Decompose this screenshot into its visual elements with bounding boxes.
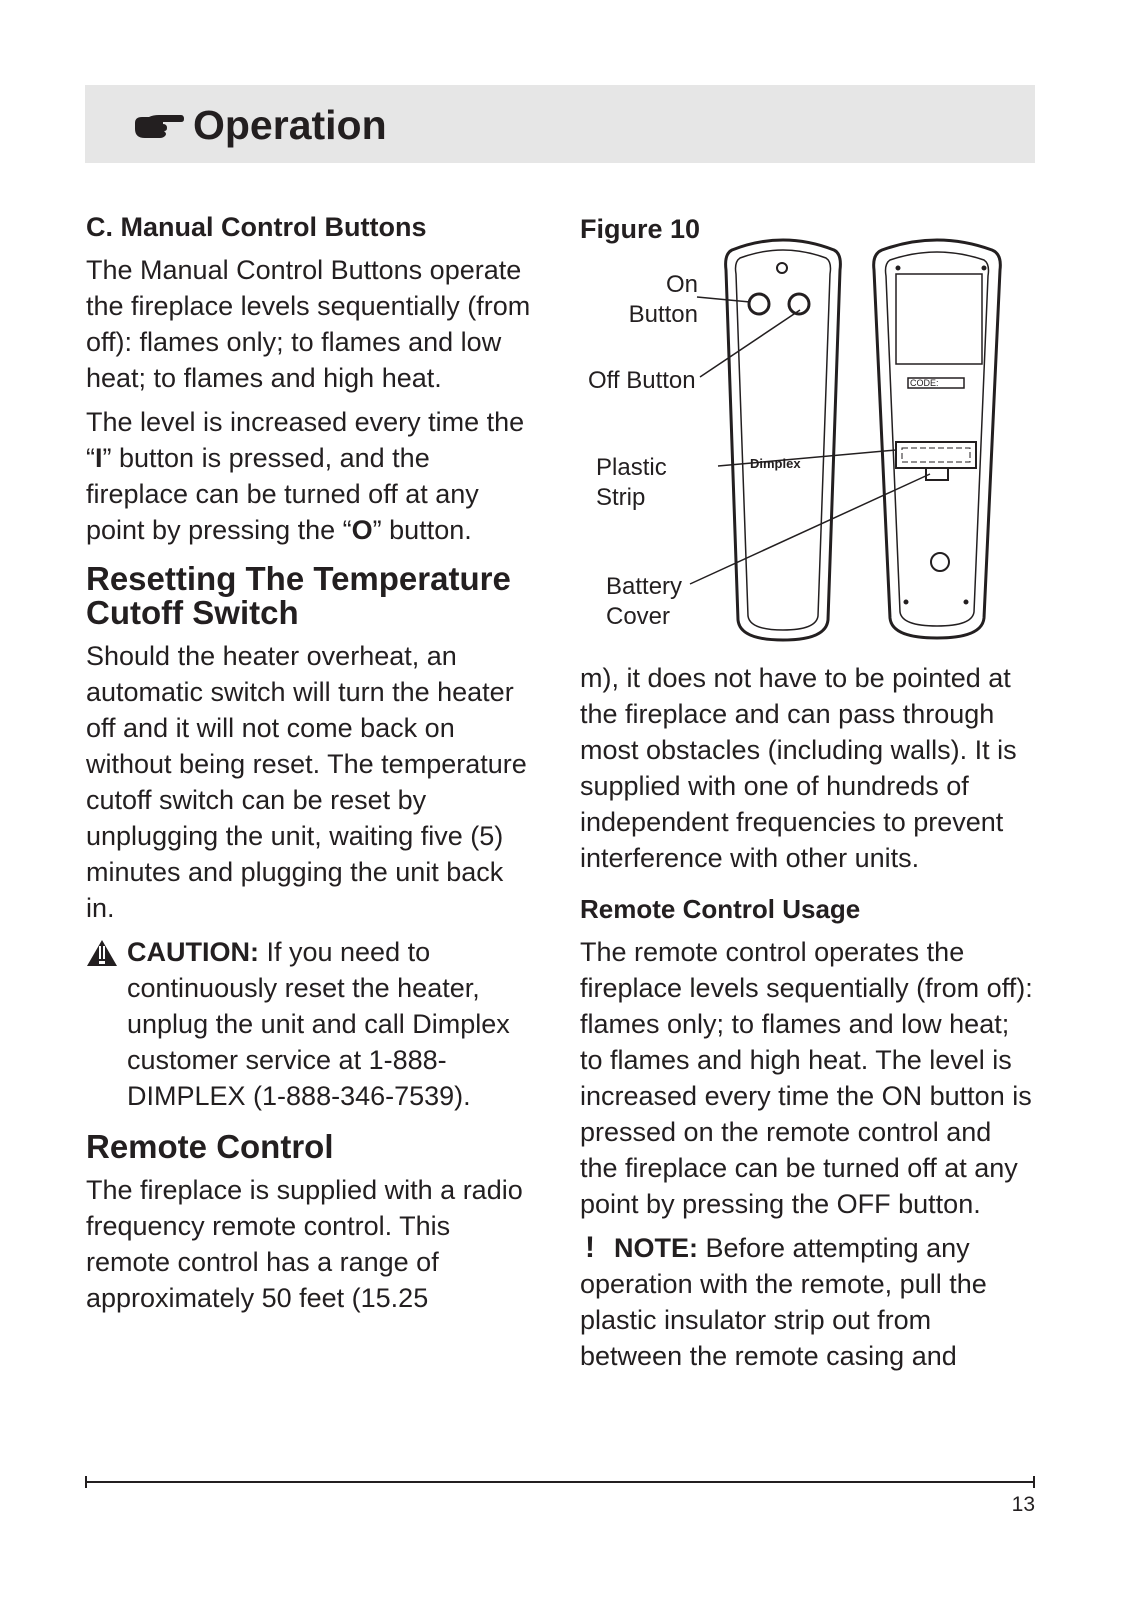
reset-section-title: Resetting The Temperature Cutoff Switch	[86, 560, 511, 631]
remote-brand-text: Dimplex	[750, 456, 801, 471]
remote-control-title: Remote Control	[86, 1128, 334, 1165]
figure-label: Figure 10	[580, 214, 701, 244]
caution-text: If you need to continuously reset the heater, unplug the unit and call Dimplex customer service at 1-888-DIMPLEX (1-888-346-7539).	[127, 937, 510, 1111]
page-number: 13	[1011, 1493, 1035, 1516]
left-column	[86, 210, 536, 1324]
right-column	[580, 660, 1035, 1374]
off-button-callout: Off Button	[588, 367, 696, 394]
on-button-callout: On Button	[628, 271, 698, 328]
remote-back-illustration	[874, 240, 1001, 638]
note-label: NOTE:	[614, 1233, 698, 1263]
note-exclamation-icon: !	[585, 1231, 595, 1264]
page-title: Operation	[193, 102, 387, 148]
code-label-text: CODE:	[910, 378, 939, 388]
note-text: Before attempting any operation with the remote, pull the plastic insulator strip out from between the remote casing and	[580, 1233, 987, 1371]
reset-paragraph: Should the heater overheat, an automatic switch will turn the heater off and it will not come back on without being reset. The temperature cutoff switch can be reset by unplugging the unit, waiting five (5) minutes and plugging the unit back in.	[86, 641, 527, 923]
warning-triangle-icon	[86, 939, 118, 967]
caution-block	[86, 934, 536, 1114]
footer-rule-tick-right	[1033, 1476, 1035, 1488]
remote-control-paragraph: The fireplace is supplied with a radio frequency remote control. This remote control has a range of approximately 50 feet (15.25	[86, 1175, 523, 1313]
manual-control-paragraph-1: The Manual Control Buttons operate the fireplace levels sequentially (from off): flames only; to flames and low heat; to flames and high heat.	[86, 255, 531, 393]
manual-control-heading: C. Manual Control Buttons	[86, 212, 427, 242]
note-block	[580, 1230, 1035, 1374]
pointing-hand-icon	[133, 111, 185, 141]
section-header	[85, 85, 1035, 163]
manual-control-paragraph-2: The level is increased every time the “I” button is pressed, and the fireplace can be turned off at any point by pressing the “O” button.	[86, 407, 525, 545]
footer-rule	[85, 1481, 1035, 1483]
caution-label: CAUTION:	[127, 937, 259, 967]
battery-cover-callout: Battery Cover	[606, 573, 683, 630]
remote-front-illustration	[726, 240, 841, 640]
remote-control-continued: m), it does not have to be pointed at the fireplace and can pass through most obstacles (including walls). It is supplied with one of hundreds of independent frequencies to prevent interference with other units.	[580, 663, 1017, 873]
footer-rule-tick-left	[85, 1476, 87, 1488]
remote-usage-heading: Remote Control Usage	[580, 894, 861, 924]
plastic-strip-callout: Plastic Strip	[596, 454, 667, 511]
remote-usage-paragraph: The remote control operates the fireplace levels sequentially (from off): flames only; to flames and low heat; to flames and high heat. The level is increased every time the ON button is pressed on the remote control and the fireplace can be turned off at any point by pressing the OFF button.	[580, 937, 1033, 1219]
